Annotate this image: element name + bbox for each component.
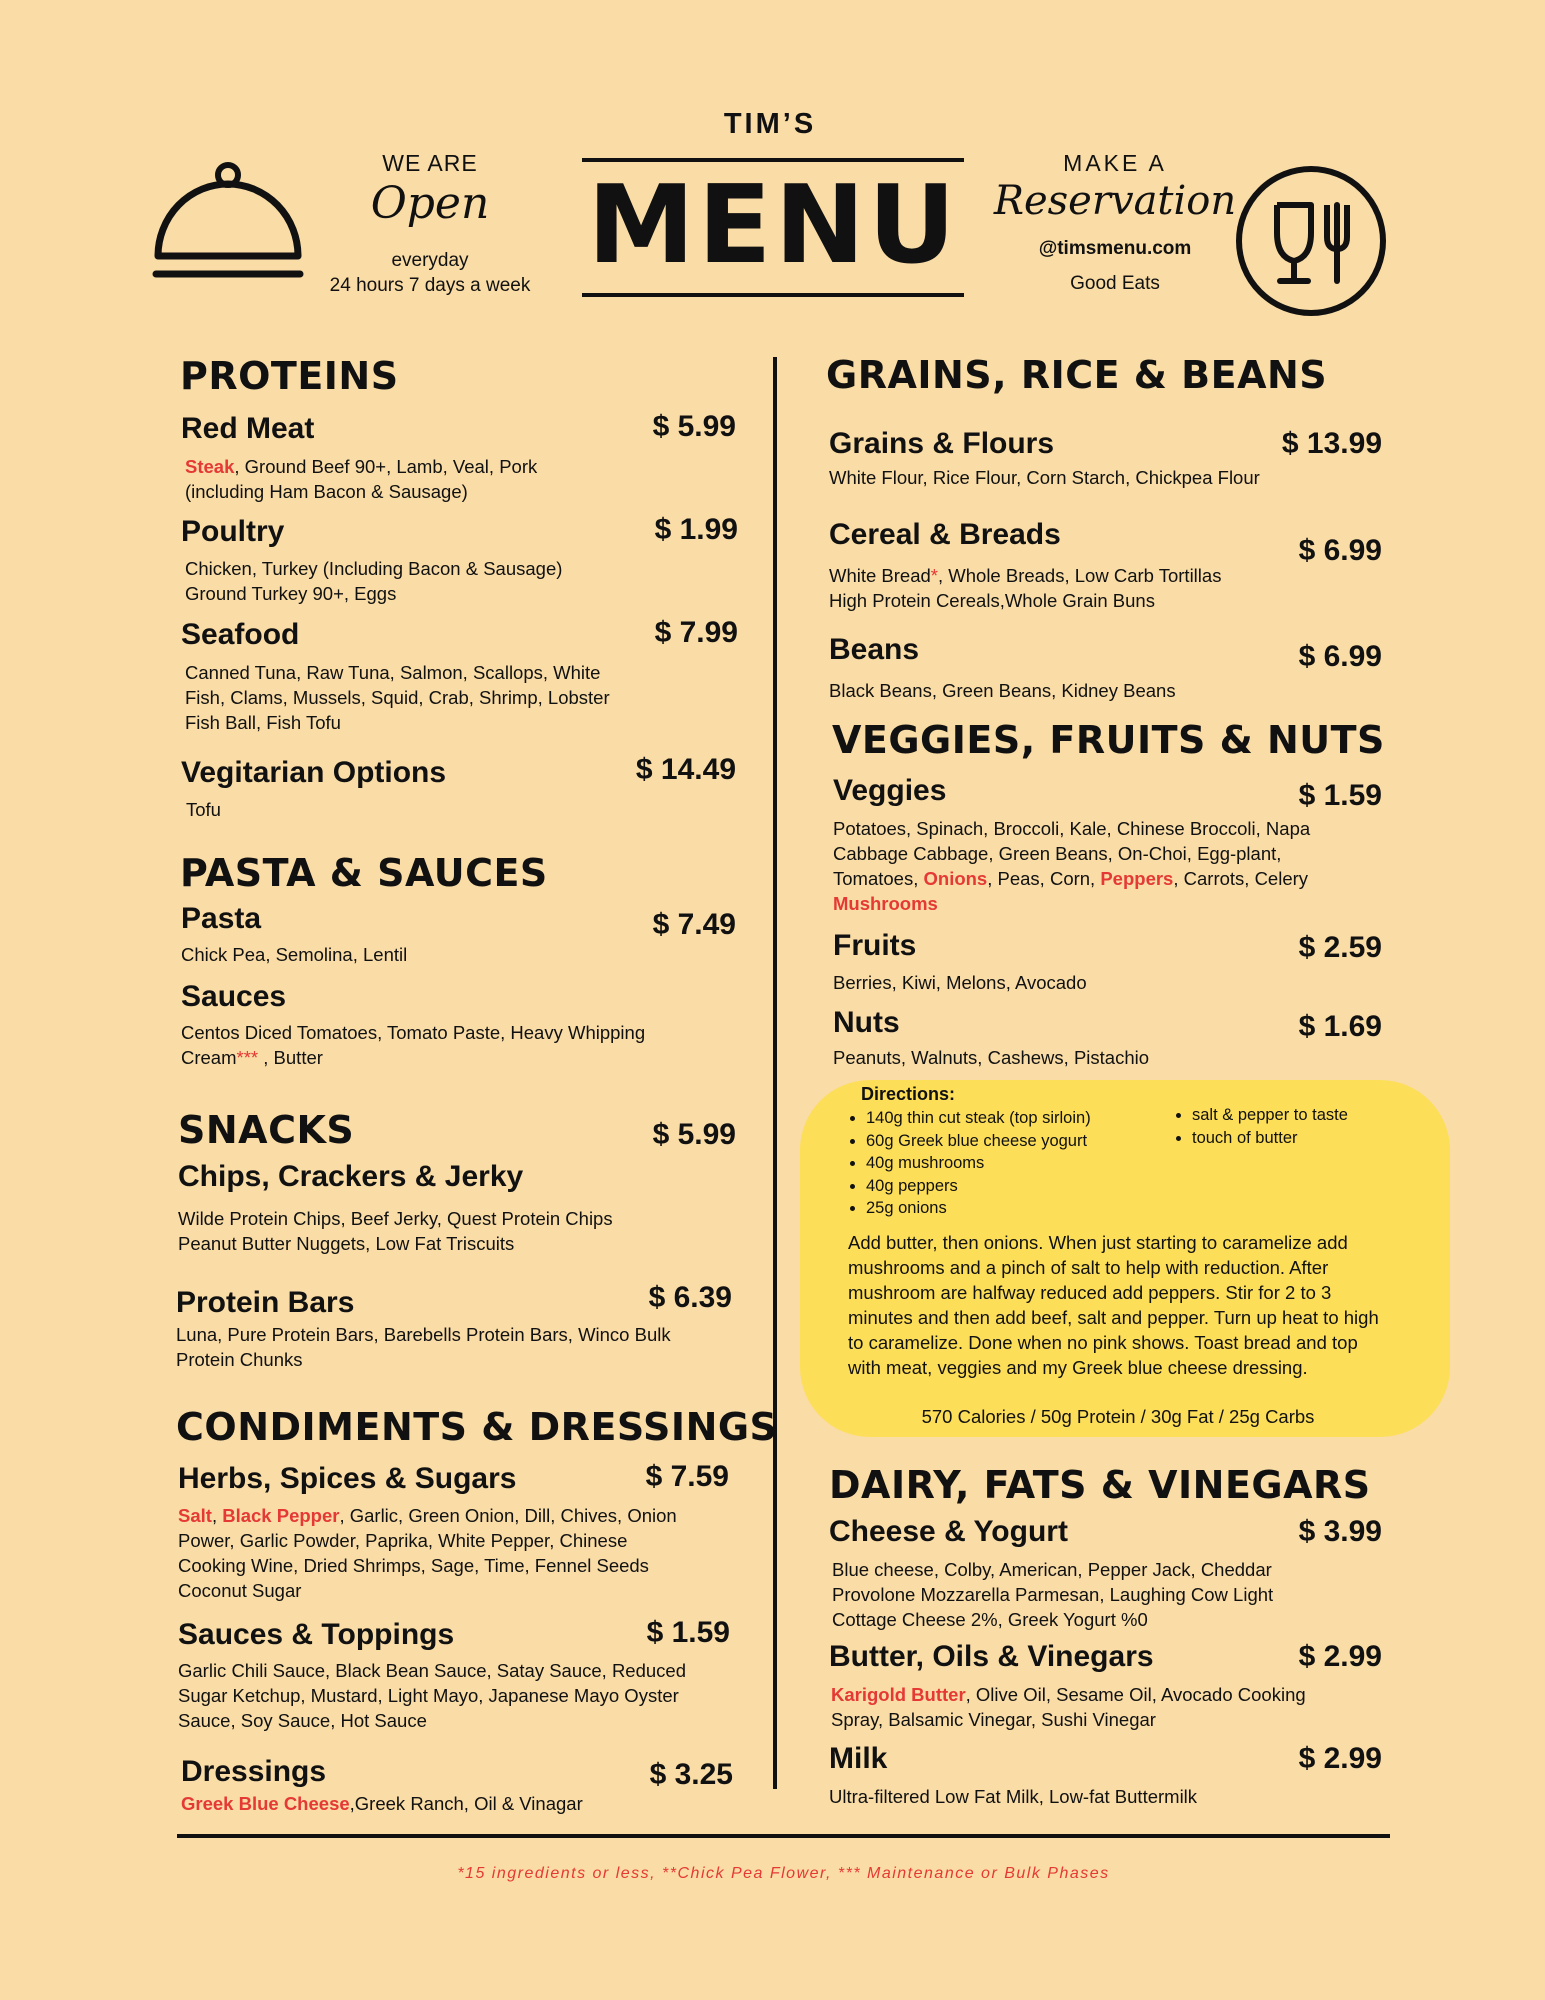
item-veggies: Veggies	[833, 774, 947, 807]
price-seafood: $ 7.99	[654, 616, 738, 649]
title-rule-bottom	[582, 293, 964, 297]
list-item: • touch of butter	[1192, 1127, 1348, 1150]
desc-butter: Karigold Butter, Olive Oil, Sesame Oil, Avocado Cooking Spray, Balsamic Vinegar, Sushi Vinegar	[831, 1684, 1306, 1730]
price-toppings: $ 1.59	[646, 1616, 730, 1649]
item-vegetarian: Vegitarian Options	[181, 756, 447, 789]
list-item: • salt & pepper to taste	[1192, 1104, 1348, 1127]
item-grains-flours: Grains & Flours	[829, 427, 1055, 460]
desc-herbs: Salt, Black Pepper, Garlic, Green Onion, Dill, Chives, Onion Power, Garlic Powder, Paprika, White Pepper, Chinese Cooking Wine, Dried Shrimps, Sage, Time, Fennel Seeds Coconut Sugar	[178, 1505, 677, 1601]
title-rule-top	[582, 158, 964, 162]
desc-pasta: Chick Pea, Semolina, Lentil	[181, 944, 408, 965]
price-vegetarian: $ 14.49	[635, 753, 736, 786]
section-title-veggies: VEGGIES, FRUITS & NUTS	[832, 718, 1385, 762]
desc-vegetarian: Tofu	[186, 799, 221, 820]
open-hours-2: 24 hours 7 days a week	[329, 275, 531, 296]
directions-extras	[1170, 1104, 1348, 1149]
desc-beans: Black Beans, Green Beans, Kidney Beans	[829, 680, 1176, 701]
price-cheese: $ 3.99	[1298, 1515, 1382, 1548]
desc-seafood: Canned Tuna, Raw Tuna, Salmon, Scallops, White Fish, Clams, Mussels, Squid, Crab, Shrimp, Lobster Fish Ball, Fish Tofu	[185, 662, 610, 733]
reservation-label: MAKE A	[1063, 150, 1167, 176]
price-protein-bars: $ 6.39	[648, 1281, 732, 1314]
section-title-condiments: CONDIMENTS & DRESSINGS	[176, 1405, 778, 1449]
item-sauces: Sauces	[181, 980, 287, 1013]
section-title-grains: GRAINS, RICE & BEANS	[826, 353, 1328, 397]
price-red-meat: $ 5.99	[652, 410, 736, 443]
open-hours-1: everyday	[391, 250, 469, 271]
item-protein-bars: Protein Bars	[176, 1286, 355, 1319]
item-poultry: Poultry	[181, 515, 285, 548]
page-title: MENU	[587, 163, 959, 288]
directions-text: Add butter, then onions. When just starting to caramelize add mushrooms and a pinch of salt to help with reduction. After mushroom are halfway reduced add peppers. Stir for 2 to 3 minutes and then add beef, salt and pepper. Turn up heat to high to caramelize. Done when no pink shows. Toast bread and top with meat, veggies and my Greek blue cheese dressing.	[848, 1232, 1379, 1378]
directions-title: Directions:	[861, 1084, 956, 1104]
desc-grains-flours: White Flour, Rice Flour, Corn Starch, Chickpea Flour	[829, 467, 1260, 488]
desc-milk: Ultra-filtered Low Fat Milk, Low-fat Buttermilk	[829, 1786, 1198, 1807]
item-milk: Milk	[829, 1742, 888, 1775]
open-label: WE ARE	[382, 150, 478, 176]
price-poultry: $ 1.99	[654, 513, 738, 546]
section-title-pasta: PASTA & SAUCES	[180, 851, 548, 895]
column-divider	[773, 357, 777, 1789]
list-item: • 60g Greek blue cheese yogurt	[866, 1130, 1091, 1153]
price-nuts: $ 1.69	[1298, 1010, 1382, 1043]
item-red-meat: Red Meat	[181, 412, 315, 445]
price-milk: $ 2.99	[1298, 1742, 1382, 1775]
section-title-dairy: DAIRY, FATS & VINEGARS	[829, 1463, 1371, 1507]
desc-red-meat: Steak, Ground Beef 90+, Lamb, Veal, Pork (including Ham Bacon & Sausage)	[185, 456, 538, 502]
footer-divider	[177, 1834, 1390, 1838]
cloche-icon	[152, 162, 304, 284]
price-butter: $ 2.99	[1298, 1640, 1382, 1673]
dining-icon	[1235, 165, 1387, 317]
item-cereal: Cereal & Breads	[829, 518, 1061, 551]
price-herbs: $ 7.59	[645, 1460, 729, 1493]
desc-nuts: Peanuts, Walnuts, Cashews, Pistachio	[833, 1047, 1150, 1068]
desc-cereal: White Bread*, Whole Breads, Low Carb Tortillas High Protein Cereals,Whole Grain Buns	[829, 565, 1222, 611]
reservation-script: Reservation	[993, 178, 1237, 224]
item-butter: Butter, Oils & Vinegars	[829, 1640, 1154, 1673]
open-script: Open	[370, 178, 490, 229]
item-beans: Beans	[829, 633, 920, 666]
item-pasta: Pasta	[181, 902, 262, 935]
list-item: • 40g mushrooms	[866, 1152, 1091, 1175]
desc-toppings: Garlic Chili Sauce, Black Bean Sauce, Satay Sauce, Reduced Sugar Ketchup, Mustard, Light Mayo, Japanese Mayo Oyster Sauce, Soy Sauce, Hot Sauce	[178, 1660, 687, 1731]
item-fruits: Fruits	[833, 929, 917, 962]
price-pasta: $ 7.49	[652, 908, 736, 941]
price-fruits: $ 2.59	[1298, 931, 1382, 964]
desc-poultry: Chicken, Turkey (Including Bacon & Sausage) Ground Turkey 90+, Eggs	[185, 558, 563, 604]
price-veggies: $ 1.59	[1298, 779, 1382, 812]
price-beans: $ 6.99	[1298, 640, 1382, 673]
item-herbs: Herbs, Spices & Sugars	[178, 1462, 517, 1495]
directions-ingredients	[844, 1107, 1091, 1220]
item-nuts: Nuts	[833, 1006, 900, 1039]
item-toppings: Sauces & Toppings	[178, 1618, 455, 1651]
item-seafood: Seafood	[181, 618, 300, 651]
item-dressings: Dressings	[181, 1755, 327, 1788]
desc-sauces: Centos Diced Tomatoes, Tomato Paste, Heavy Whipping Cream*** , Butter	[181, 1022, 646, 1068]
directions-calories: 570 Calories / 50g Protein / 30g Fat / 25g Carbs	[921, 1406, 1315, 1427]
desc-protein-bars: Luna, Pure Protein Bars, Barebells Protein Bars, Winco Bulk Protein Chunks	[176, 1324, 671, 1370]
price-dressings: $ 3.25	[649, 1758, 733, 1791]
price-grains-flours: $ 13.99	[1281, 427, 1382, 460]
price-snacks: $ 5.99	[652, 1118, 736, 1151]
reservation-website[interactable]: @timsmenu.com	[1038, 238, 1192, 259]
desc-dressings: Greek Blue Cheese,Greek Ranch, Oil & Vinagar	[181, 1793, 583, 1814]
desc-chips: Wilde Protein Chips, Beef Jerky, Quest Protein Chips Peanut Butter Nuggets, Low Fat Triscuits	[178, 1208, 613, 1254]
desc-veggies: Potatoes, Spinach, Broccoli, Kale, Chinese Broccoli, Napa Cabbage Cabbage, Green Beans, On-Choi, Egg-plant, Tomatoes, Onions, Peas, Corn, Peppers, Carrots, Celery Mushrooms	[833, 818, 1311, 914]
list-item: • 40g peppers	[866, 1175, 1091, 1198]
reservation-tagline: Good Eats	[1070, 273, 1160, 294]
footnote: *15 ingredients or less, **Chick Pea Flower, *** Maintenance or Bulk Phases	[457, 1865, 1110, 1882]
section-title-snacks: SNACKS	[178, 1108, 355, 1152]
section-title-proteins: PROTEINS	[180, 354, 399, 398]
item-chips: Chips, Crackers & Jerky	[178, 1160, 524, 1193]
desc-fruits: Berries, Kiwi, Melons, Avocado	[833, 972, 1087, 993]
brand-name: TIM’S	[723, 108, 817, 140]
list-item: • 140g thin cut steak (top sirloin)	[866, 1107, 1091, 1130]
price-cereal: $ 6.99	[1298, 534, 1382, 567]
item-cheese: Cheese & Yogurt	[829, 1515, 1068, 1548]
list-item: • 25g onions	[866, 1197, 1091, 1220]
desc-cheese: Blue cheese, Colby, American, Pepper Jack, Cheddar Provolone Mozzarella Parmesan, Laughing Cow Light Cottage Cheese 2%, Greek Yogurt %0	[832, 1559, 1274, 1630]
